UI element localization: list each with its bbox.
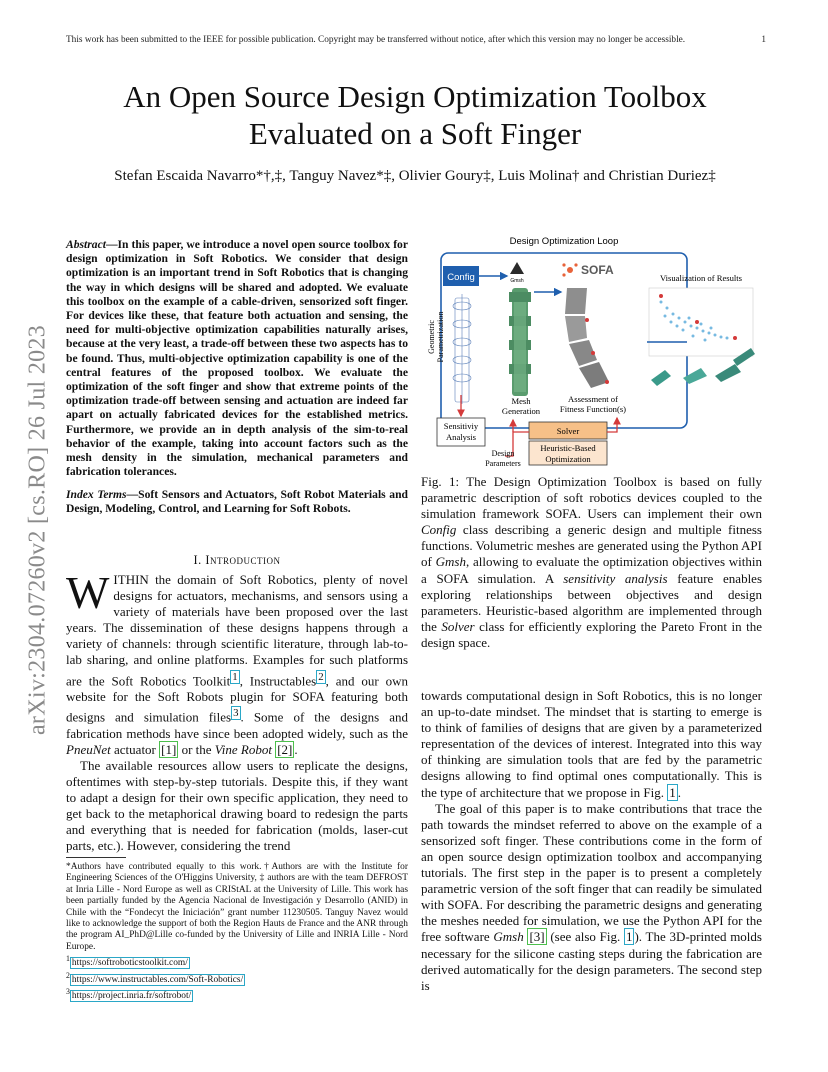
footnote-ref-3[interactable]: 3 [233,707,239,720]
index-terms-lead: Index Terms [66,488,127,501]
heuristic-label-2: Optimization [545,454,591,464]
sensitivity-label-2: Analysis [445,432,477,442]
paper-title [60,78,770,152]
sensitivity-label-1: Sensitiviy [443,421,479,431]
visualization-label: Visualization of Results [659,273,743,283]
heuristic-label-1: Heuristic-Based [540,443,596,453]
citation-1[interactable]: [1] [161,741,177,757]
fitness-label-1: Assessment of [568,394,618,404]
citation-3[interactable]: [3] [529,929,545,945]
config-label: Config [447,272,475,283]
section-heading-introduction: I. Introduction [193,553,281,567]
footnote-rule [66,857,126,858]
abstract-lead: Abstract [66,238,106,251]
footnotes [66,862,408,1003]
mesh-generation-label-2: Generation [501,406,541,416]
abstract [66,238,408,479]
right-paragraph-2: The goal of this paper is to make contributions that trace the path towards the mindset referred to above on the example of a sensorized soft finger. These contributions come in the form of an open source design optimization toolbox and accompanying tutorials. The first step in the paper is to present a completely parametric version of the soft finger that can readily be simulated with SOFA. For describing the parametric designs and generating the meshes needed for simulation, we use the Python API for the free software Gmsh [3] (see also Fig. 1 ). The 3D-printed molds necessary for the silicone casting steps during the fabrication are derived automatically for the design parameters. The second step is [421,800,762,993]
gmsh-logo-icon [510,262,524,284]
design-params-label-1: Design [491,449,515,458]
loop-title: Design Optimization Loop [509,236,619,247]
svg-text:SOFA: SOFA [581,263,614,277]
intro-paragraph-2: The available resources allow users to replicate the designs, oftentimes with step-by-step tutorials. Despite this, if they want to adapt a design for their own specific application, they need to get back to the metaphorical drawing board to redesign the parts and everything that is needed for fabrication (molds, laser-cut parts, etc.). However, considering the trend [66,757,408,854]
footnote-link-1[interactable]: $^1$ https://softroboticstoolkit.com/ [66,954,188,969]
copyright-notice [66,35,766,45]
arxiv-stamp-text: arXiv:2304.07260v2 [cs.RO] 26 Jul 2023 [24,324,51,736]
author-list: Stefan Escaida Navarro*†,‡, Tanguy Navez*‡, Olivier Goury‡, Luis Molina† and Christian Duriez‡ [114,168,716,184]
design-loop-diagram [421,232,763,470]
title-line-2: Evaluated on a Soft Finger [248,116,582,151]
footnote-link-2[interactable]: $^2$ https://www.instructables.com/Soft-Robotics/ [66,970,244,985]
figure-1-diagram [421,232,763,470]
citation-2[interactable]: [2] [277,741,293,757]
mesh-finger-image [509,288,531,396]
mesh-generation-label-1: Mesh [511,396,531,406]
footnote-ref-1[interactable]: 1 [232,670,238,683]
sofa-logo-icon [562,263,614,277]
abstract-text: —In this paper, we introduce a novel open source toolbox for design optimization in Soft Robotics. We consider that design optimization is an important trend in Soft Robotics that is changing the way in which designs will be shared and adopted. We evaluate this toolbox on the example of a cable-driven, sensorized soft finger. For devices like these, that feature both actuation and sensing, the need for multi-objective optimization capabilities naturally arises, because at the very least, a trade-off between these two aspects has to be found. Thus, multi-objective optimization capability is one of the central features of the proposed toolbox. We evaluate the optimization of the soft finger and show that extreme points of the optimization trade-off between sensing and actuation are indeed far apart on actually fabricated devices for the established metrics. Furthermore, we provide an in depth analysis of the sim-to-real behavior of the example, taking into account factors such as the mesh density in the simulation, mechanical parameters and fabrication tolerances. [66,238,408,479]
finger-wireframe [453,294,471,404]
index-terms-text: —Soft Sensors and Actuators, Soft Robot Materials and Design, Modeling, Control, and Learning for Soft Robots. [66,488,408,516]
geom-param-label-1: Geometric [427,320,436,354]
geom-param-label-2: Parametrization [436,311,445,363]
figure-1-ref[interactable]: 1 [669,784,676,800]
solver-label: Solver [556,426,580,436]
arrow-solver-to-fitness [607,418,617,432]
footnote-ref-2[interactable]: 2 [318,670,324,683]
footnote-link-3[interactable]: $^3$ https://project.inria.fr/softrobot/ [66,987,192,1002]
svg-text:Gmsh: Gmsh [510,278,524,284]
introduction-body [66,567,409,854]
fitness-label-2: Fitness Function(s) [559,404,627,414]
index-terms [66,488,408,516]
intro-paragraph-1: WITHIN the domain of Soft Robotics, plenty of novel designs for actuators, mechanisms, and sensors using a variety of materials have been proposed over the last years. The dissemination of these designs happens through a variety of channels: through scientific literature, through lab-to-lab sharing, and online platforms. Examples for such platforms are the Soft Robotics Toolkit $^1$ , Instructables $^2$ , and our own website for the Soft Robots plugin for SOFA featuring both designs and simulation files $^3$ . Some of the designs and fabrication methods have since been adopted widely, such as the PneuNet actuator [1] or the Vine Robot [2] . [66,567,409,757]
right-column-body [421,688,762,994]
notice-text: This work has been submitted to the IEEE for possible publication. Copyright may be transferred without notice, after which this version may no longer be accessible. [66,35,686,45]
affiliation-footnote: *Authors have contributed equally to this work.†Authors are with the Institute for Engineering Sciences of the O'Higgins University, ‡ authors are with the team DEFROST at Inria Lille - Nord Europe as well as CRIStAL at the University of Lille. This work has been partially funded by the Agencia Nacional de Investigación y Desarrollo (ANID) in Chile with the “Fondecyt the Iniciación” grant number 11230505. Tanguy Navez would like to acknowledge the support of both the Region Hauts de France and the ANR through the program AI_PhD@Lille co-funded by the University of Lille and INRIA Lille - Nord Europe. [66,862,408,952]
figure-1-ref-2[interactable]: 1 [625,929,633,945]
pareto-plot-image [649,288,753,356]
design-params-label-2: Parameters [485,459,521,468]
right-paragraph-1: towards computational design in Soft Robotics, this is no longer an up-to-date mindset. The mindset that is starting to emerge is to think of families of designs that are given by a parameterized representation of the devices of interest. Integrated into this way of thinking are simulation tools that are fed by the parametric designs allowing to find optimal ones computationally. This is the type of architecture that we propose in Fig. 1 . [421,688,762,800]
figure-1-caption: Fig. 1: The Design Optimization Toolbox is based on fully parametric description of soft robotics devices coupled to the simulation framework SOFA. Users can implement their own Config class describing a generic design and multiple fitness functions. Volumetric meshes are generated using the Python API of Gmsh, allowing to evaluate the optimization objectives within a SOFA simulation. A sensitivity analysis feature enables exploring relationships between objectives and design parameters. Heuristic-based algorithm are implemented through the Solver class for efficiently exploring the Pareto Front in the design space. [421,474,763,650]
simulated-finger-image [565,288,609,388]
page-number: 1 [761,35,766,45]
drop-cap: W [66,567,110,618]
title-line-1: An Open Source Design Optimization Toolbox [123,79,707,114]
arxiv-stamp [18,295,58,765]
